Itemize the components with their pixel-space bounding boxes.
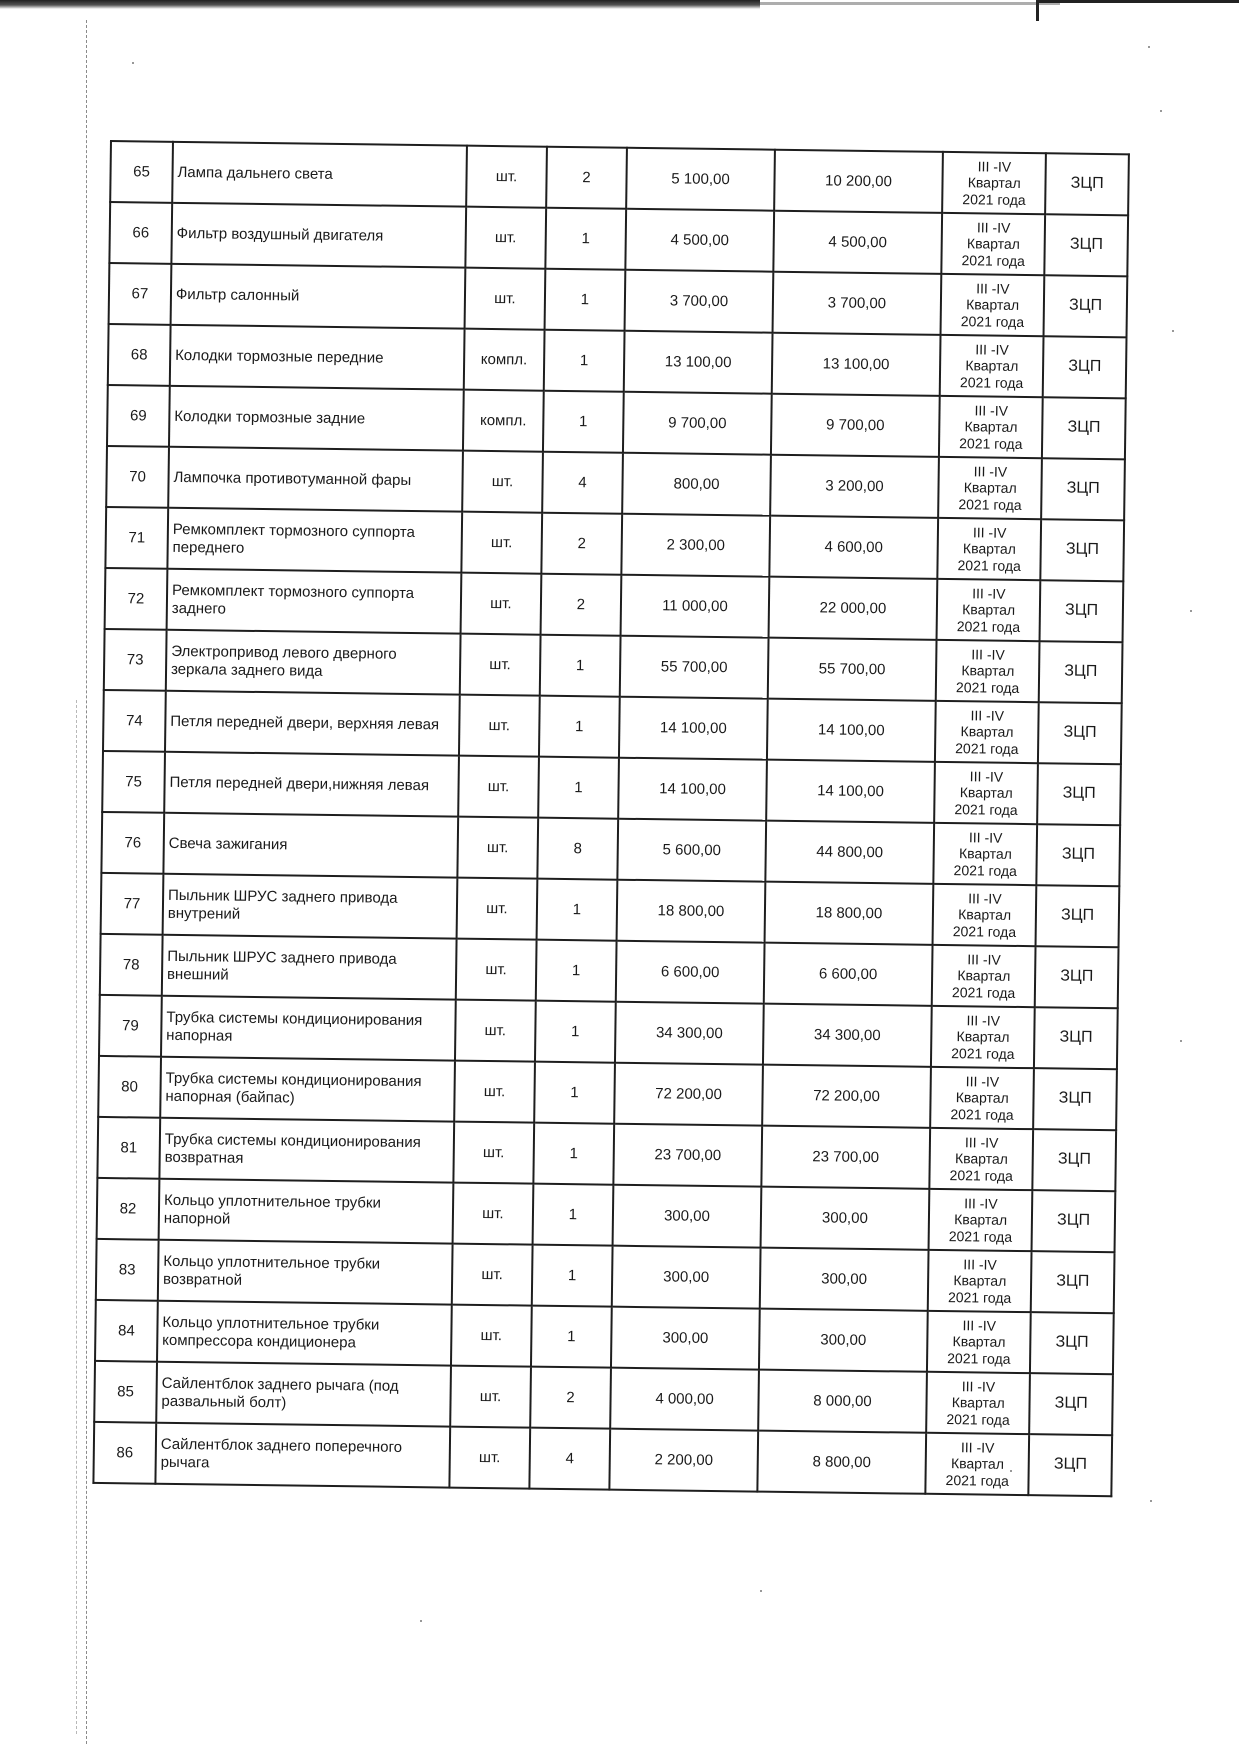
unit-price-cell: 300,00 xyxy=(613,1185,761,1248)
unit-price-cell: 5 100,00 xyxy=(626,148,774,211)
scan-speck xyxy=(760,1590,762,1592)
scan-edge-shadow xyxy=(0,0,760,9)
unit-of-measure-cell: шт. xyxy=(466,146,546,208)
procurement-method-cell: ЗЦП xyxy=(1045,214,1128,276)
row-number-cell: 82 xyxy=(97,1178,160,1240)
procurement-method-cell: ЗЦП xyxy=(1041,458,1124,520)
binder-line xyxy=(86,20,87,1744)
unit-price-cell: 55 700,00 xyxy=(620,636,768,699)
unit-price-cell: 2 300,00 xyxy=(622,514,770,577)
procurement-method-cell: ЗЦП xyxy=(1044,275,1127,337)
period-line: 2021 года xyxy=(945,1471,1009,1489)
row-number-cell: 81 xyxy=(97,1117,160,1179)
quantity-cell: 1 xyxy=(539,635,620,697)
delivery-period-cell xyxy=(932,945,1036,1007)
unit-of-measure-cell: шт. xyxy=(466,207,546,269)
quantity-cell: 4 xyxy=(529,1428,610,1490)
delivery-period-cell xyxy=(940,335,1044,397)
unit-price-cell: 6 600,00 xyxy=(616,941,764,1004)
scan-speck xyxy=(1148,46,1150,48)
item-name-cell: Трубка системы кондиционирования напорная xyxy=(161,996,456,1061)
procurement-method-cell: ЗЦП xyxy=(1037,763,1120,825)
item-name-cell: Кольцо уплотнительное трубки возвратной xyxy=(158,1240,453,1305)
unit-of-measure-cell: шт. xyxy=(456,939,536,1001)
unit-of-measure-cell: шт. xyxy=(455,1000,535,1062)
period-line: 2021 года xyxy=(960,312,1025,330)
period-line: Квартал xyxy=(955,1089,1009,1107)
row-number-cell: 79 xyxy=(99,995,162,1057)
period-line: Квартал xyxy=(951,1394,1005,1412)
quantity-cell: 1 xyxy=(544,269,625,331)
total-amount-cell: 55 700,00 xyxy=(768,638,937,701)
unit-price-cell: 9 700,00 xyxy=(623,392,771,455)
delivery-period-cell xyxy=(933,884,1037,946)
period-line: Квартал xyxy=(956,1028,1010,1046)
period-line: III -IV xyxy=(976,219,1011,237)
quantity-cell: 1 xyxy=(531,1306,612,1368)
item-name-cell: Сайлентблок заднего рычага (под развальный болт) xyxy=(156,1362,451,1427)
item-name-cell: Свеча зажигания xyxy=(163,813,458,878)
period-line: 2021 года xyxy=(962,190,1026,208)
table-row xyxy=(93,1422,1112,1496)
procurement-method-cell: ЗЦП xyxy=(1031,1251,1114,1313)
quantity-cell: 1 xyxy=(535,1001,616,1063)
total-amount-cell: 6 600,00 xyxy=(764,943,933,1006)
procurement-method-cell: ЗЦП xyxy=(1034,1007,1117,1069)
delivery-period-cell xyxy=(937,579,1041,641)
unit-of-measure-cell: шт. xyxy=(465,268,545,330)
scan-speck xyxy=(1160,110,1162,112)
total-amount-cell: 14 100,00 xyxy=(766,760,935,823)
period-line: III -IV xyxy=(970,707,1005,725)
quantity-cell: 4 xyxy=(542,452,623,514)
item-name-cell: Сайлентблок заднего поперечного рычага xyxy=(155,1423,450,1488)
row-number-cell: 71 xyxy=(105,507,168,569)
quantity-cell: 1 xyxy=(543,391,624,453)
item-name-cell: Фильтр салонный xyxy=(171,264,466,329)
procurement-method-cell: ЗЦП xyxy=(1030,1312,1113,1374)
total-amount-cell: 44 800,00 xyxy=(765,821,934,884)
procurement-method-cell: ЗЦП xyxy=(1032,1190,1115,1252)
period-line: 2021 года xyxy=(959,434,1023,452)
total-amount-cell: 4 500,00 xyxy=(773,211,942,274)
quantity-cell: 1 xyxy=(534,1062,615,1124)
unit-of-measure-cell: шт. xyxy=(457,878,537,940)
quantity-cell: 1 xyxy=(545,208,626,270)
unit-price-cell: 72 200,00 xyxy=(614,1063,762,1126)
procurement-method-cell: ЗЦП xyxy=(1042,397,1125,459)
total-amount-cell: 18 800,00 xyxy=(764,882,933,945)
period-line: 2021 года xyxy=(947,1288,1012,1306)
delivery-period-cell xyxy=(931,1006,1035,1068)
delivery-period-cell xyxy=(938,457,1042,519)
scan-speck xyxy=(1150,1500,1152,1502)
total-amount-cell: 13 100,00 xyxy=(772,333,941,396)
row-number-cell: 80 xyxy=(98,1056,161,1118)
period-line: III -IV xyxy=(960,1439,995,1457)
unit-of-measure-cell: компл. xyxy=(463,390,543,452)
period-line: 2021 года xyxy=(954,800,1018,818)
unit-price-cell: 300,00 xyxy=(612,1246,760,1309)
unit-price-cell: 11 000,00 xyxy=(621,575,769,638)
period-line: III -IV xyxy=(964,1195,998,1213)
total-amount-cell: 22 000,00 xyxy=(768,577,937,640)
period-line: III -IV xyxy=(977,158,1012,176)
item-name-cell: Колодки тормозные передние xyxy=(170,325,465,390)
unit-of-measure-cell: шт. xyxy=(450,1427,530,1489)
row-number-cell: 68 xyxy=(108,324,171,386)
period-line: 2021 года xyxy=(959,373,1024,391)
delivery-period-cell xyxy=(927,1311,1031,1373)
period-line: Квартал xyxy=(953,1272,1007,1290)
period-line: 2021 года xyxy=(956,617,1021,635)
delivery-period-cell xyxy=(937,518,1041,580)
item-name-cell: Лампочка противотуманной фары xyxy=(168,447,463,512)
period-line: Квартал xyxy=(958,845,1013,863)
row-number-cell: 78 xyxy=(100,934,163,996)
row-number-cell: 69 xyxy=(107,385,170,447)
period-line: Квартал xyxy=(962,540,1017,558)
period-line: III -IV xyxy=(964,1134,999,1152)
unit-of-measure-cell: шт. xyxy=(458,817,538,879)
unit-of-measure-cell: шт. xyxy=(454,1122,534,1184)
period-line: 2021 года xyxy=(955,739,1019,757)
delivery-period-cell xyxy=(934,762,1038,824)
unit-price-cell: 34 300,00 xyxy=(615,1002,763,1065)
item-name-cell: Колодки тормозные задние xyxy=(169,386,464,451)
period-line: Квартал xyxy=(957,967,1011,985)
delivery-period-cell xyxy=(935,701,1039,763)
unit-price-cell: 14 100,00 xyxy=(619,697,767,760)
row-number-cell: 85 xyxy=(94,1361,157,1423)
item-name-cell: Пыльник ШРУС заднего привода внутрений xyxy=(163,874,458,939)
procurement-method-cell: ЗЦП xyxy=(1038,702,1121,764)
period-line: III -IV xyxy=(966,1012,1001,1030)
delivery-period-cell xyxy=(941,274,1045,336)
unit-price-cell: 23 700,00 xyxy=(614,1124,762,1187)
corner-mark xyxy=(1036,0,1239,21)
unit-of-measure-cell: шт. xyxy=(453,1183,533,1245)
procurement-method-cell: ЗЦП xyxy=(1037,824,1120,886)
unit-of-measure-cell: шт. xyxy=(452,1244,532,1306)
delivery-period-cell xyxy=(926,1372,1030,1434)
period-line: III -IV xyxy=(962,1317,997,1335)
period-line: Квартал xyxy=(963,479,1017,497)
period-line: Квартал xyxy=(960,723,1014,741)
row-number-cell: 67 xyxy=(109,263,172,325)
procurement-method-cell: ЗЦП xyxy=(1029,1434,1112,1496)
row-number-cell: 86 xyxy=(93,1422,156,1484)
row-number-cell: 77 xyxy=(101,873,164,935)
period-line: Квартал xyxy=(964,418,1018,436)
period-line: 2021 года xyxy=(949,1166,1013,1184)
delivery-period-cell xyxy=(936,640,1040,702)
item-name-cell: Кольцо уплотнительное трубки компрессора кондиционера xyxy=(157,1301,452,1366)
scan-speck xyxy=(1190,610,1192,612)
row-number-cell: 73 xyxy=(104,629,167,691)
period-line: Квартал xyxy=(961,662,1015,680)
quantity-cell: 2 xyxy=(541,513,622,575)
quantity-cell: 8 xyxy=(537,818,618,880)
period-line: III -IV xyxy=(965,1073,1000,1091)
row-number-cell: 75 xyxy=(102,751,165,813)
period-line: III -IV xyxy=(972,585,1006,603)
procurement-method-cell: ЗЦП xyxy=(1033,1068,1116,1130)
period-line: 2021 года xyxy=(961,251,1025,269)
procurement-method-cell: ЗЦП xyxy=(1043,336,1126,398)
unit-price-cell: 4 000,00 xyxy=(610,1368,758,1431)
period-line: 2021 года xyxy=(951,1044,1015,1062)
row-number-cell: 74 xyxy=(103,690,166,752)
quantity-cell: 2 xyxy=(530,1367,611,1429)
quantity-cell: 2 xyxy=(540,574,621,636)
period-line: 2021 года xyxy=(955,678,1020,696)
row-number-cell: 70 xyxy=(106,446,169,508)
period-line: III -IV xyxy=(976,280,1010,298)
item-name-cell: Трубка системы кондиционирования напорная (байпас) xyxy=(160,1057,455,1122)
period-line: 2021 года xyxy=(952,922,1017,940)
period-line: III -IV xyxy=(972,524,1007,542)
unit-of-measure-cell: шт. xyxy=(451,1305,531,1367)
total-amount-cell: 14 100,00 xyxy=(767,699,936,762)
unit-price-cell: 4 500,00 xyxy=(626,209,774,272)
period-line: 2021 года xyxy=(946,1410,1010,1428)
period-line: III -IV xyxy=(967,951,1001,969)
quantity-cell: 1 xyxy=(538,757,619,819)
unit-of-measure-cell: шт. xyxy=(454,1061,534,1123)
total-amount-cell: 9 700,00 xyxy=(771,394,940,457)
unit-of-measure-cell: шт. xyxy=(462,512,542,574)
unit-price-cell: 2 200,00 xyxy=(610,1429,758,1492)
procurement-method-cell: ЗЦП xyxy=(1039,641,1122,703)
quantity-cell: 1 xyxy=(531,1245,612,1307)
delivery-period-cell xyxy=(929,1128,1033,1190)
row-number-cell: 66 xyxy=(109,202,172,264)
period-line: Квартал xyxy=(966,296,1020,314)
period-line: 2021 года xyxy=(958,495,1022,513)
item-name-cell: Петля передней двери, верхняя левая xyxy=(165,691,460,756)
unit-of-measure-cell: шт. xyxy=(450,1366,530,1428)
quantity-cell: 1 xyxy=(532,1184,613,1246)
period-line: III -IV xyxy=(969,768,1004,786)
delivery-period-cell xyxy=(939,396,1043,458)
procurement-method-cell: ЗЦП xyxy=(1029,1373,1112,1435)
quantity-cell: 1 xyxy=(536,879,617,941)
period-line: 2021 года xyxy=(950,1105,1014,1123)
total-amount-cell: 300,00 xyxy=(760,1187,929,1250)
quantity-cell: 1 xyxy=(535,940,616,1002)
row-number-cell: 76 xyxy=(101,812,164,874)
period-line: Квартал xyxy=(966,235,1021,253)
delivery-period-cell xyxy=(929,1189,1033,1251)
items-table xyxy=(92,140,1130,1497)
unit-of-measure-cell: компл. xyxy=(464,329,544,391)
delivery-period-cell xyxy=(925,1433,1029,1495)
unit-of-measure-cell: шт. xyxy=(459,695,539,757)
procurement-method-cell: ЗЦП xyxy=(1045,153,1128,215)
unit-price-cell: 18 800,00 xyxy=(617,880,765,943)
procurement-method-cell: ЗЦП xyxy=(1035,946,1118,1008)
period-line: Квартал xyxy=(958,906,1012,924)
delivery-period-cell xyxy=(941,213,1045,275)
item-name-cell: Электропривод левого дверного зеркала заднего вида xyxy=(166,630,461,695)
total-amount-cell: 4 600,00 xyxy=(769,516,938,579)
period-line: Квартал xyxy=(965,357,1019,375)
total-amount-cell: 8 000,00 xyxy=(758,1370,927,1433)
row-number-cell: 72 xyxy=(105,568,168,630)
total-amount-cell: 10 200,00 xyxy=(774,150,943,213)
period-line: III -IV xyxy=(973,463,1008,481)
row-number-cell: 65 xyxy=(110,141,173,203)
unit-of-measure-cell: шт. xyxy=(458,756,538,818)
item-name-cell: Ремкомплект тормозного суппорта переднего xyxy=(167,508,462,573)
total-amount-cell: 3 200,00 xyxy=(770,455,939,518)
unit-price-cell: 800,00 xyxy=(622,453,770,516)
delivery-period-cell xyxy=(942,152,1046,214)
unit-of-measure-cell: шт. xyxy=(461,573,541,635)
scan-speck xyxy=(1180,1040,1182,1042)
unit-price-cell: 5 600,00 xyxy=(618,819,766,882)
total-amount-cell: 300,00 xyxy=(759,1309,928,1372)
period-line: III -IV xyxy=(974,402,1009,420)
quantity-cell: 2 xyxy=(546,147,627,209)
scan-speck xyxy=(420,1620,422,1622)
procurement-method-cell: ЗЦП xyxy=(1041,519,1124,581)
period-line: III -IV xyxy=(963,1256,997,1274)
period-line: Квартал xyxy=(967,174,1021,192)
quantity-cell: 1 xyxy=(533,1123,614,1185)
item-name-cell: Кольцо уплотнительное трубки напорной xyxy=(159,1179,454,1244)
item-name-cell: Ремкомплект тормозного суппорта заднего xyxy=(167,569,462,634)
total-amount-cell: 72 200,00 xyxy=(762,1065,931,1128)
item-name-cell: Фильтр воздушный двигателя xyxy=(171,203,466,268)
period-line: 2021 года xyxy=(953,861,1017,879)
total-amount-cell: 300,00 xyxy=(760,1248,929,1311)
period-line: 2021 года xyxy=(951,983,1016,1001)
row-number-cell: 83 xyxy=(96,1239,159,1301)
item-name-cell: Пыльник ШРУС заднего привода внешний xyxy=(162,935,457,1000)
period-line: Квартал xyxy=(954,1211,1008,1229)
procurement-method-cell: ЗЦП xyxy=(1040,580,1123,642)
period-line: III -IV xyxy=(968,829,1003,847)
quantity-cell: 1 xyxy=(539,696,620,758)
total-amount-cell: 8 800,00 xyxy=(757,1431,926,1494)
period-line: Квартал xyxy=(950,1455,1005,1473)
unit-of-measure-cell: шт. xyxy=(462,451,542,513)
item-name-cell: Трубка системы кондиционирования возвратная xyxy=(159,1118,454,1183)
row-number-cell: 84 xyxy=(95,1300,158,1362)
delivery-period-cell xyxy=(928,1250,1032,1312)
period-line: Квартал xyxy=(952,1333,1006,1351)
period-line: 2021 года xyxy=(947,1349,1011,1367)
binder-line xyxy=(76,700,77,1734)
period-line: III -IV xyxy=(971,646,1005,664)
unit-price-cell: 3 700,00 xyxy=(625,270,773,333)
unit-price-cell: 13 100,00 xyxy=(624,331,772,394)
scan-speck xyxy=(1172,330,1174,332)
procurement-method-cell: ЗЦП xyxy=(1033,1129,1116,1191)
delivery-period-cell xyxy=(933,823,1037,885)
delivery-period-cell xyxy=(930,1067,1034,1129)
total-amount-cell: 3 700,00 xyxy=(772,272,941,335)
period-line: 2021 года xyxy=(957,556,1021,574)
total-amount-cell: 23 700,00 xyxy=(761,1126,930,1189)
item-name-cell: Лампа дальнего света xyxy=(172,142,467,207)
period-line: III -IV xyxy=(975,341,1009,359)
period-line: Квартал xyxy=(962,601,1016,619)
procurement-method-cell: ЗЦП xyxy=(1036,885,1119,947)
period-line: Квартал xyxy=(959,784,1013,802)
period-line: 2021 года xyxy=(948,1227,1013,1245)
unit-of-measure-cell: шт. xyxy=(460,634,540,696)
total-amount-cell: 34 300,00 xyxy=(763,1004,932,1067)
quantity-cell: 1 xyxy=(543,330,624,392)
scan-edge-line xyxy=(760,2,1060,5)
period-line: III -IV xyxy=(968,890,1002,908)
scan-speck xyxy=(132,62,134,64)
unit-price-cell: 14 100,00 xyxy=(618,758,766,821)
unit-price-cell: 300,00 xyxy=(611,1307,759,1370)
period-line: III -IV xyxy=(961,1378,996,1396)
item-name-cell: Петля передней двери,нижняя левая xyxy=(164,752,459,817)
period-line: Квартал xyxy=(954,1150,1009,1168)
